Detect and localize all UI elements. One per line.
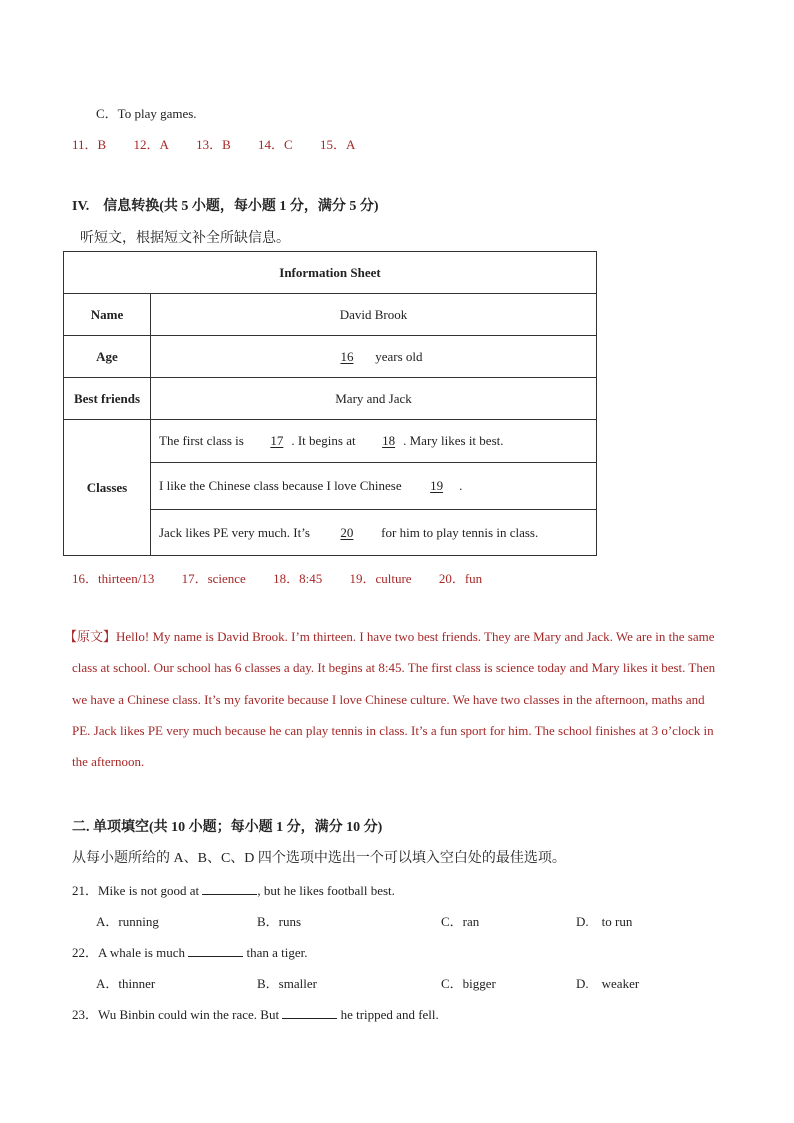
q22-option-a: A．thinner	[96, 976, 156, 991]
question-23: 23．Wu Binbin could win the race. But he tripped and fell.	[72, 1007, 439, 1022]
answer-16: 16．thirteen/13	[72, 571, 155, 586]
transcript-text: Hello! My name is David Brook. I’m thirteen. I have two best friends. They are Mary and Jack. We are in the same class at school. Our school has 6 classes a day. It begins at 8:45. The first class is science today and Mary likes it best. Then we have a Chinese class. It’s my favorite because I love Chinese culture. We have two classes in the afternoon, maths and PE. Jack likes PE very much because he can play tennis in class. It’s a fun sport for him. The school finishes at 3 o’clock in the afternoon.	[72, 629, 716, 770]
question-22: 22．A whale is much than a tiger.	[72, 945, 308, 960]
answer-18: 18．8:45	[273, 571, 323, 586]
transcript-tag: 【原文】	[64, 629, 117, 644]
q22-option-d: D. weaker	[576, 976, 640, 991]
blank-16: 16	[340, 348, 354, 364]
answer-11: 11．B	[72, 137, 107, 152]
question-21: 21．Mike is not good at , but he likes football best.	[72, 883, 395, 898]
age-suffix: years old	[375, 348, 423, 364]
q22-option-b: B．smaller	[257, 976, 317, 991]
answer-12: 12．A	[133, 137, 169, 152]
option-c-previous: C．To play games.	[96, 106, 197, 121]
section-4-heading: IV. 信息转换(共 5 小题，每小题 1 分，满分 5 分)	[72, 199, 379, 214]
answer-15: 15．A	[319, 137, 356, 152]
information-sheet-table	[63, 251, 597, 556]
best-friends-label: Best friends	[64, 378, 151, 420]
classes-row-1: The first class is 17 . It begins at 18 . Mary likes it best.	[151, 420, 597, 463]
answer-17: 17．science	[181, 571, 246, 586]
answer-blank	[282, 1006, 337, 1019]
q21-option-d: D. to run	[576, 914, 633, 929]
q21-option-c: C．ran	[441, 914, 480, 929]
table-row	[64, 378, 597, 420]
q22-option-c: C．bigger	[441, 976, 496, 991]
section-2-instruction: 从每小题所给的 A、B、C、D 四个选项中选出一个可以填入空白处的最佳选项。	[72, 851, 566, 866]
best-friends-value: Mary and Jack	[151, 378, 597, 420]
blank-18: 18	[382, 433, 396, 448]
q21-option-a: A．running	[96, 914, 159, 929]
blank-19: 19	[430, 478, 444, 493]
table-row	[64, 294, 597, 336]
table-row	[64, 336, 597, 378]
answers-11-15	[72, 134, 379, 153]
answers-16-20	[72, 568, 506, 587]
age-label: Age	[64, 336, 151, 378]
answer-blank	[202, 882, 257, 895]
blank-20: 20	[340, 524, 354, 540]
table-row	[64, 420, 597, 463]
classes-row-2: I like the Chinese class because I love Chinese 19 .	[151, 463, 597, 510]
table-title: Information Sheet	[64, 252, 597, 294]
classes-row-3: Jack likes PE very much. It’s 20 for him to play tennis in class.	[151, 510, 597, 556]
answer-19: 19．culture	[349, 571, 412, 586]
classes-label: Classes	[64, 420, 151, 556]
age-value	[151, 336, 597, 378]
answer-13: 13．B	[196, 137, 231, 152]
answer-20: 20．fun	[438, 571, 483, 586]
section-2-heading: 二. 单项填空(共 10 小题；每小题 1 分，满分 10 分)	[72, 820, 383, 835]
name-value: David Brook	[151, 294, 597, 336]
answer-14: 14．C	[258, 137, 293, 152]
blank-17: 17	[270, 433, 284, 448]
answer-blank	[188, 944, 243, 957]
transcript-paragraph	[64, 621, 724, 777]
name-label: Name	[64, 294, 151, 336]
q21-option-b: B．runs	[257, 914, 302, 929]
section-4-instruction: 听短文，根据短文补全所缺信息。	[80, 231, 290, 246]
